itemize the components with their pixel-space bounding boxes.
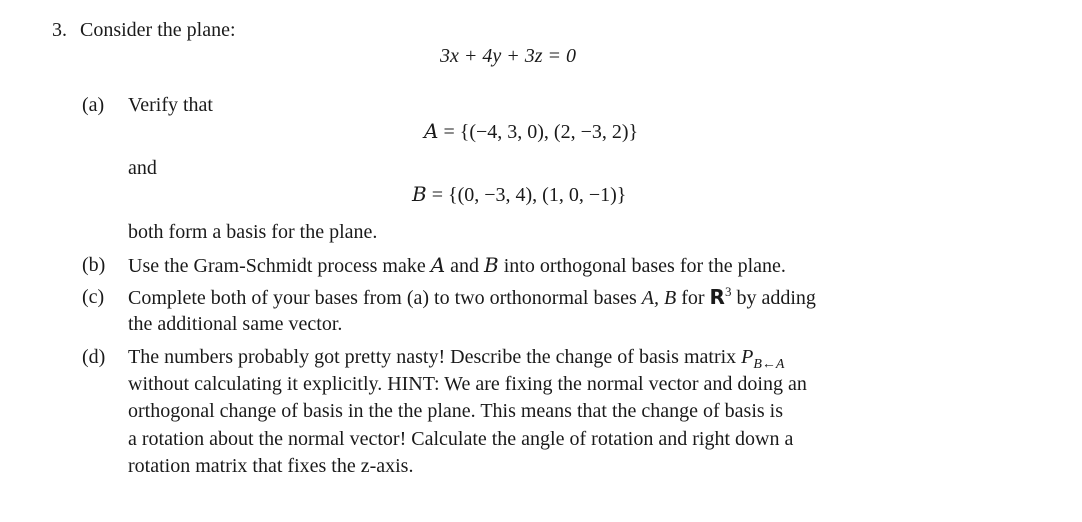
part-d-line-1 — [128, 346, 962, 372]
set-b-value: = {(0, −3, 4), (1, 0, −1)} — [431, 184, 627, 206]
part-b-text — [128, 255, 786, 276]
part-a-and-text: and — [128, 157, 157, 179]
part-c-text-3: by adding — [736, 287, 816, 309]
set-b-definition — [412, 184, 626, 205]
change-of-basis-subscript: B←A — [753, 357, 785, 372]
part-b-label: (b) — [82, 254, 106, 276]
change-of-basis-matrix: P — [741, 346, 754, 368]
problem-number: 3. — [52, 19, 67, 41]
part-d-text-1: The numbers probably got pretty nasty! Describe the change of basis matrix — [128, 346, 737, 368]
part-a-label: (a) — [82, 94, 105, 116]
part-c-symbol-ab: A, B — [641, 287, 677, 309]
set-a-definition — [424, 121, 638, 142]
part-c-text-1: Complete both of your bases from (a) to two orthonormal bases — [128, 287, 637, 309]
part-c-text-2: for — [681, 287, 705, 309]
set-a-value: = {(−4, 3, 0), (2, −3, 2)} — [443, 121, 639, 143]
part-c-label: (c) — [82, 286, 105, 308]
part-d-line-3: orthogonal change of basis in the the plane. This means that the change of basis is — [128, 400, 784, 422]
part-b-text-2: and — [450, 255, 480, 277]
real-numbers-symbol: R — [709, 285, 725, 309]
set-a-symbol: A — [424, 119, 439, 143]
part-d-label: (d) — [82, 346, 106, 368]
part-d-line-4: a rotation about the normal vector! Calculate the angle of rotation and right down a — [128, 428, 794, 450]
part-c-line-2: the additional same vector. — [128, 313, 343, 335]
part-d-line-2: without calculating it explicitly. HINT: We are fixing the normal vector and doing an — [128, 373, 807, 395]
part-b-symbol-a: A — [430, 253, 446, 277]
part-a-verify-text: Verify that — [128, 94, 213, 116]
part-c-line-1 — [128, 284, 962, 309]
part-d-line-5: rotation matrix that fixes the z-axis. — [128, 455, 414, 477]
problem-intro: Consider the plane: — [80, 19, 236, 41]
part-b-text-1: Use the Gram-Schmidt process make — [128, 255, 426, 277]
part-a-conclusion: both form a basis for the plane. — [128, 221, 378, 243]
plane-equation: 3x + 4y + 3z = 0 — [440, 45, 577, 67]
real-numbers-exponent: 3 — [724, 284, 732, 299]
set-b-symbol: B — [412, 182, 427, 206]
part-b-symbol-b: B — [484, 253, 499, 277]
part-b-text-3: into orthogonal bases for the plane. — [503, 255, 786, 277]
